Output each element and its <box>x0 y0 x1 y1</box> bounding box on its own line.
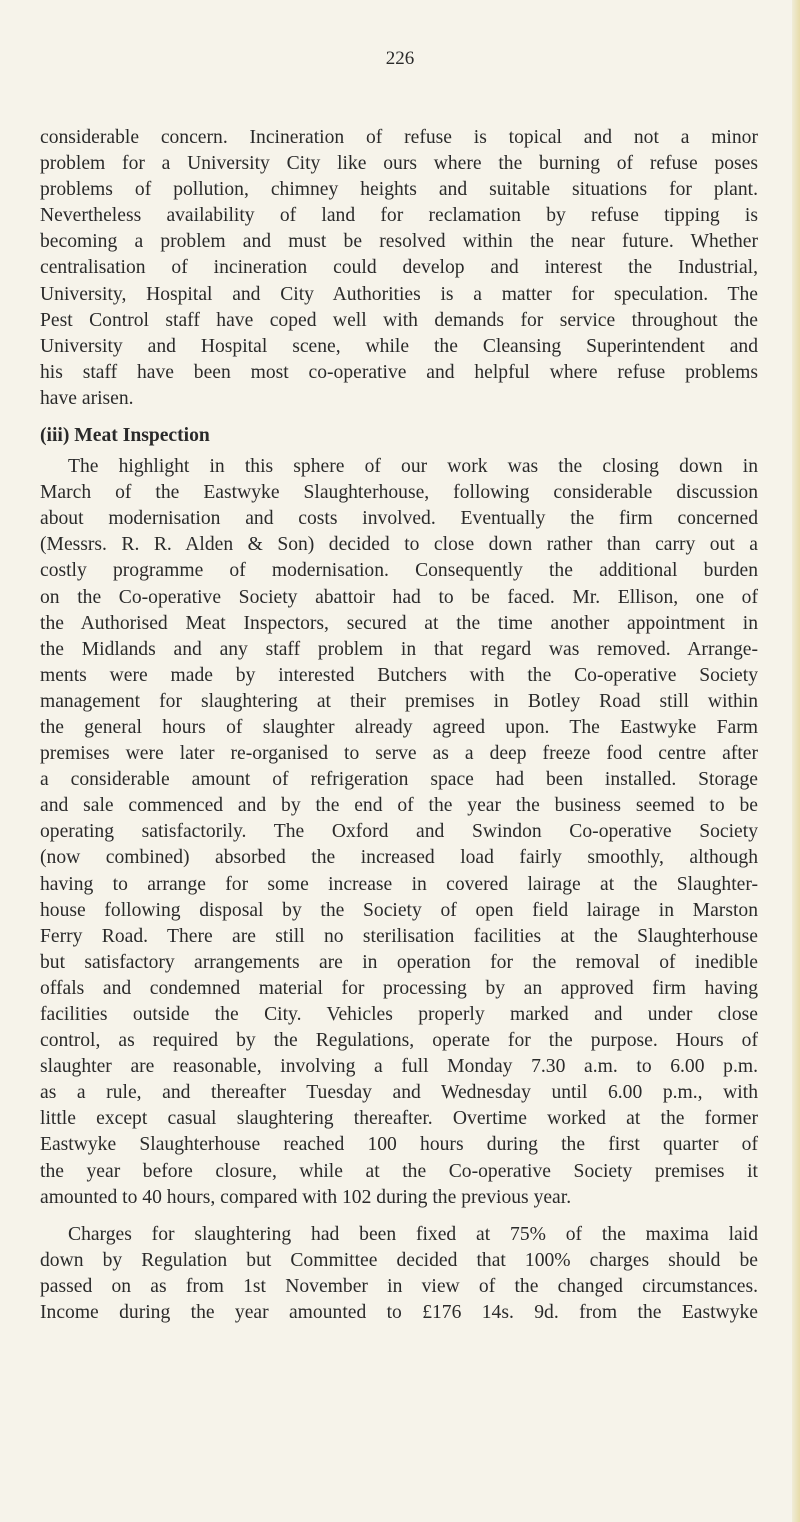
text-line: (now combined) absorbed the increased load fairly smoothly, although <box>40 847 758 869</box>
text-line: the general hours of slaughter already agreed upon. The Eastwyke Farm <box>40 716 758 738</box>
text-line: Eastwyke Slaughterhouse reached 100 hours during the first quarter of <box>40 1134 758 1156</box>
paragraph-meat-inspection <box>40 454 758 1211</box>
text-line: The highlight in this sphere of our work was the closing down in <box>68 456 758 478</box>
text-line: facilities outside the City. Vehicles properly marked and under close <box>40 1004 758 1025</box>
text-line: offals and condemned material for processing by an approved firm having <box>40 977 758 999</box>
text-line: University, Hospital and City Authorities is a matter for speculation. The <box>40 283 758 305</box>
text-line: Income during the year amounted to £176 14s. 9d. from the Eastwyke <box>40 1302 758 1324</box>
text-line: amounted to 40 hours, compared with 102 during the previous year. <box>40 1186 572 1208</box>
text-line: but satisfactory arrangements are in operation for the removal of inedible <box>40 951 758 973</box>
text-line: operating satisfactorily. The Oxford and Swindon Co-operative Society <box>40 821 758 843</box>
text-line: and sale commenced and by the end of the year the business seemed to be <box>40 795 758 817</box>
text-line: the Midlands and any staff problem in that regard was removed. Arrange- <box>40 638 758 660</box>
text-line: control, as required by the Regulations, operate for the purpose. Hours of <box>40 1030 758 1052</box>
paragraph-refuse <box>40 125 758 412</box>
text-line: management for slaughtering at their premises in Botley Road still within <box>40 690 758 712</box>
text-line: Nevertheless availability of land for reclamation by refuse tipping is <box>40 205 758 227</box>
text-line: his staff have been most co-operative and helpful where refuse problems <box>40 361 758 383</box>
page-number: 226 <box>385 48 415 69</box>
text-line: becoming a problem and must be resolved within the near future. Whether <box>40 231 758 253</box>
text-line: passed on as from 1st November in view of the changed circumstances. <box>40 1275 758 1297</box>
text-line: slaughter are reasonable, involving a full Monday 7.30 a.m. to 6.00 p.m. <box>40 1056 758 1078</box>
text-line: premises were later re-organised to serve as a deep freeze food centre after <box>40 743 758 765</box>
text-line: on the Co-operative Society abattoir had to be faced. Mr. Ellison, one of <box>40 586 758 608</box>
page-body <box>40 125 758 1326</box>
text-line: March of the Eastwyke Slaughterhouse, following considerable discussion <box>40 482 758 504</box>
text-line: having to arrange for some increase in covered lairage at the Slaughter- <box>40 873 758 895</box>
text-line: the year before closure, while at the Co-operative Society premises it <box>40 1160 758 1182</box>
text-line: Charges for slaughtering had been fixed at 75% of the maxima laid <box>68 1223 758 1245</box>
paragraph-charges <box>40 1222 758 1326</box>
text-line: problem for a University City like ours where the burning of refuse poses <box>40 153 758 175</box>
text-line: have arisen. <box>40 387 134 409</box>
text-line: house following disposal by the Society of open field lairage in Marston <box>40 899 758 921</box>
section-heading: (iii) Meat Inspection <box>40 425 210 447</box>
text-line: Pest Control staff have coped well with demands for service throughout the <box>40 309 758 331</box>
text-line: ments were made by interested Butchers with the Co-operative Society <box>40 664 758 686</box>
text-line: Ferry Road. There are still no sterilisation facilities at the Slaughterhouse <box>40 925 758 947</box>
text-line: a considerable amount of refrigeration space had been installed. Storage <box>40 769 758 791</box>
text-line: about modernisation and costs involved. Eventually the firm concerned <box>40 508 758 530</box>
text-line: centralisation of incineration could develop and interest the Industrial, <box>40 257 758 279</box>
text-line: University and Hospital scene, while the Cleansing Superintendent and <box>40 335 758 357</box>
text-line: down by Regulation but Committee decided that 100% charges should be <box>40 1249 758 1271</box>
text-line: (Messrs. R. R. Alden & Son) decided to close down rather than carry out a <box>40 534 758 556</box>
page-edge <box>792 0 800 1522</box>
text-line: the Authorised Meat Inspectors, secured at the time another appointment in <box>40 612 758 634</box>
text-line: considerable concern. Incineration of refuse is topical and not a minor <box>40 127 758 148</box>
text-line: little except casual slaughtering thereafter. Overtime worked at the former <box>40 1108 758 1130</box>
text-line: problems of pollution, chimney heights and suitable situations for plant. <box>40 179 758 201</box>
text-line: as a rule, and thereafter Tuesday and Wednesday until 6.00 p.m., with <box>40 1082 758 1104</box>
text-line: costly programme of modernisation. Consequently the additional burden <box>40 560 758 582</box>
